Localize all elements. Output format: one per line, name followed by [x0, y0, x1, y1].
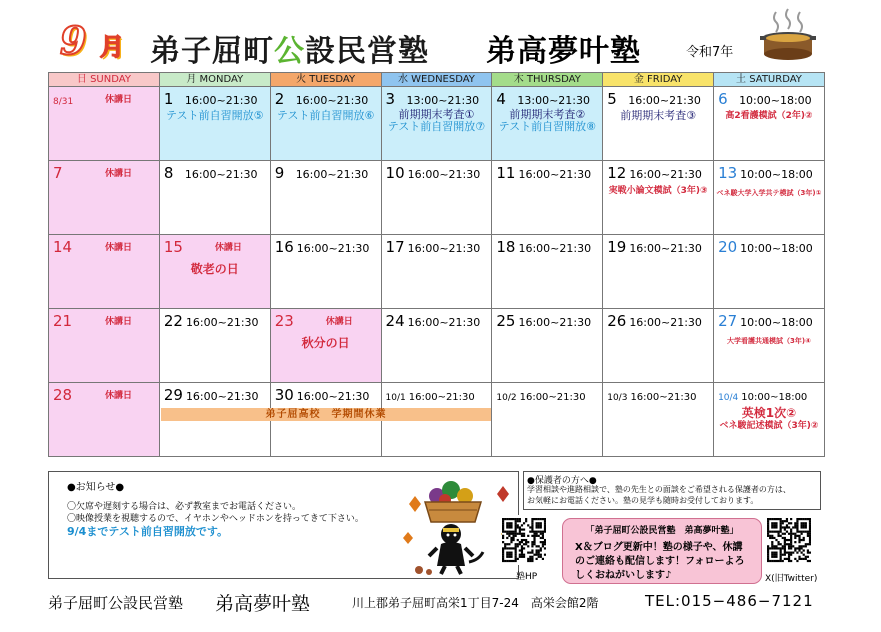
- notice-line-1: 〇欠席や遅刻する場合は、必ず教室までお電話ください。: [67, 502, 302, 512]
- class-hours: 16:00~21:30: [407, 316, 481, 329]
- day-number: 15: [163, 238, 183, 256]
- class-hours: 16:00~21:30: [295, 168, 369, 181]
- calendar-event: 実戦小論文模試（3年)③: [608, 186, 708, 196]
- calendar-day-cell[interactable]: [714, 383, 825, 457]
- class-hours: 16:00~21:30: [184, 94, 258, 107]
- page-title-char: 営: [367, 34, 398, 69]
- parents-line-2: お気軽にお電話ください。塾の見学も随時お受付しております。: [527, 496, 759, 505]
- parents-title: ●保護者の方へ●: [527, 476, 597, 486]
- month-number: 9: [60, 18, 87, 63]
- calendar-day-cell[interactable]: [159, 161, 270, 235]
- website-qr-code-icon[interactable]: [502, 515, 546, 565]
- day-header: [607, 311, 711, 333]
- class-hours: 16:00~21:30: [408, 392, 475, 403]
- closed-day-label: 休講日: [214, 243, 242, 253]
- harvest-basket-mascot-icon: [389, 474, 517, 578]
- parents-line-1: 学習相談や進路相談で、塾の先生との面談をご希望される保護者の方は、: [527, 485, 791, 494]
- parents-notice-box: [523, 471, 821, 510]
- calendar-grid: [48, 72, 825, 457]
- parents-body: [527, 484, 791, 506]
- class-hours: 16:00~21:30: [296, 390, 370, 403]
- day-number: 13: [718, 164, 738, 182]
- class-hours: 16:00~21:30: [630, 392, 697, 403]
- notice-box: [48, 471, 519, 579]
- calendar-day-cell[interactable]: [603, 161, 714, 235]
- page-title-char: 民: [336, 34, 367, 69]
- day-number: 7: [53, 164, 63, 182]
- class-hours: 16:00~21:30: [518, 168, 592, 181]
- class-hours: 16:00~21:30: [518, 242, 592, 255]
- closed-day-label: 休講日: [105, 243, 133, 253]
- notice-title: ●お知らせ●: [67, 482, 125, 493]
- calendar-day-cell[interactable]: [270, 161, 381, 235]
- class-hours: 13:00~21:30: [517, 94, 590, 107]
- era-year: 令和7年: [686, 45, 734, 60]
- day-header: [275, 237, 379, 259]
- calendar-day-cell[interactable]: [381, 235, 492, 309]
- calendar-week: [49, 235, 825, 309]
- day-header: [718, 385, 822, 408]
- calendar-event: テスト前自習開放⑦: [387, 120, 486, 133]
- day-header: [164, 89, 268, 111]
- day-header: [718, 237, 822, 259]
- weekday-header-fri: 金 FRIDAY: [603, 73, 714, 87]
- holiday-name: 敬老の日: [190, 262, 239, 276]
- calendar-day-cell[interactable]: [49, 87, 160, 161]
- class-hours: 10:00~18:00: [741, 392, 808, 403]
- day-number: 14: [53, 238, 73, 256]
- notice-line-3: 9/4までテスト前自習開放です。: [67, 525, 229, 538]
- calendar-day-cell[interactable]: [714, 161, 825, 235]
- day-number: 24: [385, 312, 405, 330]
- day-number: 28: [53, 386, 73, 404]
- page-title-char: 弟: [150, 34, 181, 69]
- blog-line-2: X＆ブログ更新中！塾の様子や、休講: [575, 542, 743, 553]
- calendar-week: [49, 161, 825, 235]
- day-number: 17: [385, 238, 405, 256]
- day-number: 6: [718, 90, 728, 108]
- calendar-event: 前期期末考査①: [398, 108, 475, 121]
- calendar-day-cell[interactable]: [159, 87, 270, 161]
- calendar-event: 前期期末考査②: [509, 108, 586, 121]
- calendar-day-cell[interactable]: [49, 161, 160, 235]
- calendar-day-cell[interactable]: [492, 161, 603, 235]
- day-header: [496, 163, 600, 185]
- day-header: [275, 89, 379, 111]
- class-hours: 16:00~21:30: [519, 392, 586, 403]
- calendar-day-cell[interactable]: [381, 161, 492, 235]
- blog-line-3: のご連絡も配信します！フォローよろ: [575, 556, 745, 567]
- calendar-day-cell[interactable]: [270, 235, 381, 309]
- calendar-day-cell[interactable]: [49, 383, 160, 457]
- twitter-qr-label: X(旧Twitter): [765, 574, 818, 584]
- calendar-day-cell[interactable]: [492, 87, 603, 161]
- day-number: 5: [607, 90, 617, 108]
- school-name: 弟高夢叶塾: [486, 34, 641, 69]
- day-number: 21: [53, 312, 73, 330]
- calendar-day-cell[interactable]: [603, 87, 714, 161]
- class-hours: 13:00~21:30: [406, 94, 480, 107]
- day-header: [496, 385, 600, 408]
- closed-day-label: 休講日: [325, 317, 353, 327]
- footer-school-brand: 弟高夢叶塾: [215, 593, 311, 615]
- day-number: 23: [274, 312, 294, 330]
- day-number: 16: [274, 238, 294, 256]
- calendar-day-cell[interactable]: [492, 235, 603, 309]
- day-header: [718, 163, 822, 185]
- day-header: [164, 163, 268, 185]
- closed-day-label: 休講日: [105, 169, 133, 179]
- day-number: 4: [496, 90, 506, 108]
- day-number: 8: [163, 164, 174, 182]
- calendar-day-cell[interactable]: [381, 309, 492, 383]
- day-number: 27: [718, 312, 738, 330]
- day-number: 2: [274, 90, 285, 108]
- class-hours: 10:00~18:00: [740, 242, 813, 255]
- twitter-qr-code-icon[interactable]: [767, 515, 811, 565]
- blog-line-1: 「弟子屈町公設民営塾 弟高夢叶塾」: [585, 526, 739, 536]
- class-hours: 16:00~21:30: [184, 168, 258, 181]
- calendar-day-cell[interactable]: [270, 87, 381, 161]
- calendar-week: [49, 309, 825, 383]
- calendar-day-cell[interactable]: [492, 309, 603, 383]
- day-header: [496, 237, 600, 259]
- day-number: 30: [274, 386, 294, 404]
- day-number: 22: [163, 312, 183, 330]
- calendar-event: 英検1次②: [741, 406, 797, 420]
- class-hours: 16:00~21:30: [296, 242, 370, 255]
- steaming-pot-icon: [758, 6, 818, 68]
- day-header: [386, 311, 490, 333]
- day-header: [386, 163, 490, 185]
- calendar-day-cell[interactable]: [381, 87, 492, 161]
- class-hours: 16:00~21:30: [185, 390, 259, 403]
- day-header: [607, 237, 711, 259]
- day-number: 10/2: [496, 393, 517, 403]
- calendar-day-cell[interactable]: [492, 383, 603, 457]
- day-number: 10/1: [385, 393, 406, 403]
- class-hours: 16:00~21:30: [407, 168, 481, 181]
- calendar-event: ベネ駿大学入学共テ模試（3年)①: [716, 189, 822, 197]
- calendar-event: テスト前自習開放⑤: [166, 109, 264, 122]
- page-header: [0, 0, 881, 72]
- closed-day-label: 休講日: [105, 95, 133, 105]
- class-hours: 16:00~21:30: [629, 168, 702, 181]
- day-number: 11: [496, 164, 516, 182]
- day-number: 10/3: [607, 393, 628, 403]
- weekday-header-tue: 火 TUESDAY: [270, 73, 381, 87]
- school-break-bar: 弟子屈高校 学期間休業: [161, 408, 491, 421]
- calendar-day-cell[interactable]: [49, 309, 160, 383]
- weekday-header-sat: 土 SATURDAY: [714, 73, 825, 87]
- closed-day-label: 休講日: [105, 317, 133, 327]
- day-number: 12: [607, 164, 627, 182]
- day-number: 19: [607, 238, 627, 256]
- page-title-char: 設: [305, 34, 336, 69]
- day-header: [718, 89, 822, 111]
- class-hours: 16:00~21:30: [629, 242, 702, 255]
- day-header: [607, 89, 711, 111]
- day-number: 9: [274, 164, 285, 182]
- calendar-day-cell[interactable]: [603, 383, 714, 457]
- calendar-event: 大学看護共通模試（3年)④: [726, 337, 811, 345]
- calendar-day-cell[interactable]: [714, 87, 825, 161]
- calendar-event: テスト前自習開放⑥: [276, 109, 375, 122]
- day-number: 29: [163, 386, 183, 404]
- weekday-header-thu: 木 THURSDAY: [492, 73, 603, 87]
- footer-phone[interactable]: TEL:015−486−7121: [645, 592, 814, 610]
- day-header: [164, 385, 268, 407]
- calendar-day-cell[interactable]: [603, 309, 714, 383]
- class-hours: 16:00~21:30: [629, 316, 702, 329]
- day-number: 20: [718, 238, 738, 256]
- page-title-char: 公: [274, 34, 305, 69]
- page-title-char: 屈: [212, 34, 243, 69]
- class-hours: 16:00~21:30: [185, 316, 259, 329]
- day-number: 10: [385, 164, 405, 182]
- month-kanji: 月: [100, 33, 124, 61]
- day-header: [164, 311, 268, 333]
- day-number: 8/31: [53, 97, 74, 107]
- day-header: [718, 311, 822, 333]
- weekday-header-wed: 水 WEDNESDAY: [381, 73, 492, 87]
- calendar-day-cell[interactable]: [714, 235, 825, 309]
- class-hours: 16:00~21:30: [407, 242, 481, 255]
- weekday-header-mon: 月 MONDAY: [159, 73, 270, 87]
- class-hours: 10:00~18:00: [740, 316, 813, 329]
- class-hours: 16:00~21:30: [518, 316, 592, 329]
- calendar-event: 高2看護模試（2年)②: [725, 111, 813, 121]
- calendar-event: ベネ駿記述模試（3年)②: [719, 421, 819, 431]
- calendar-day-cell[interactable]: [714, 309, 825, 383]
- calendar-event: 前期期末考査③: [620, 109, 697, 122]
- day-header: [386, 237, 490, 259]
- calendar-day-cell[interactable]: [603, 235, 714, 309]
- website-qr-label: 塾HP: [516, 572, 538, 582]
- blog-announcement: [562, 518, 762, 584]
- holiday-name: 秋分の日: [301, 336, 350, 350]
- footer-address: 川上郡弟子屈町高栄1丁目7-24 高栄会館2階: [352, 596, 599, 610]
- calendar-day-cell[interactable]: [49, 235, 160, 309]
- calendar-day-cell[interactable]: [159, 309, 270, 383]
- day-header: [275, 163, 379, 185]
- calendar-day-cell[interactable]: [270, 309, 381, 383]
- calendar-day-cell[interactable]: [159, 235, 270, 309]
- calendar-event: テスト前自習開放⑧: [498, 120, 596, 133]
- class-hours: 10:00~18:00: [740, 168, 813, 181]
- page-title-char: 子: [181, 34, 212, 69]
- class-hours: 10:00~18:00: [739, 94, 812, 107]
- footer-school-name: 弟子屈町公設民営塾: [48, 594, 184, 612]
- class-hours: 16:00~21:30: [628, 94, 701, 107]
- day-header: [607, 163, 711, 185]
- day-number: 25: [496, 312, 516, 330]
- day-header: [275, 385, 379, 407]
- day-number: 1: [163, 90, 174, 108]
- page-title-char: 塾: [398, 34, 429, 69]
- page-title-char: 町: [243, 34, 274, 69]
- day-header: [607, 385, 711, 408]
- day-header: [496, 311, 600, 333]
- blog-line-4: しくおねがいします♪: [575, 570, 672, 581]
- day-header: [386, 385, 490, 408]
- day-number: 18: [496, 238, 516, 256]
- page-title: [150, 26, 429, 70]
- calendar-week: [49, 87, 825, 161]
- closed-day-label: 休講日: [105, 391, 133, 401]
- day-number: 10/4: [718, 393, 739, 403]
- weekday-header-sun: 日 SUNDAY: [49, 73, 160, 87]
- notice-line-2: 〇映像授業を視聴するので、イヤホンやヘッドホンを持ってきて下さい。: [67, 514, 364, 524]
- day-number: 3: [385, 90, 396, 108]
- class-hours: 16:00~21:30: [295, 94, 369, 107]
- day-number: 26: [607, 312, 627, 330]
